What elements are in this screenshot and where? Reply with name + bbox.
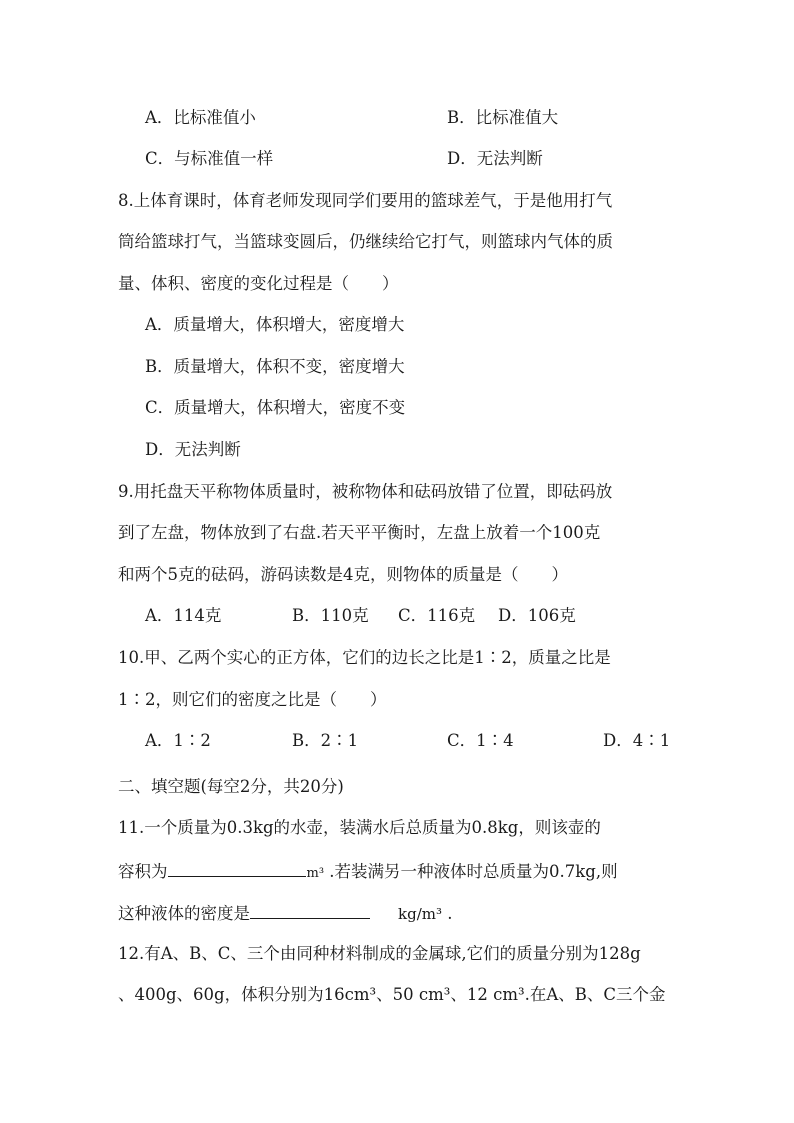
q10-option-c: C．1∶4	[447, 731, 514, 750]
q9-stem-line-1: 9.用托盘天平称物体质量时，被称物体和砝码放错了位置，即砝码放	[118, 482, 613, 501]
q11-line-3-suffix: .	[441, 904, 453, 923]
q8-stem-line-2: 筒给篮球打气，当篮球变圆后，仍继续给它打气，则篮球内气体的质	[118, 232, 613, 251]
q8-option-c: C．质量增大，体积增大，密度不变	[145, 398, 406, 417]
q9-option-b: B．110克	[292, 606, 369, 625]
q7-option-b: B．比标准值大	[447, 108, 559, 127]
q9-option-c: C．116克	[398, 606, 476, 625]
q10-option-b: B．2∶1	[292, 731, 359, 750]
q11-line-2-prefix: 容积为	[118, 862, 168, 881]
q10-option-d: D．4∶1	[603, 731, 671, 750]
q8-option-a: A．质量增大，体积增大，密度增大	[145, 315, 405, 334]
q12-stem-line-2: 、400g、60g，体积分别为16cm³、50 cm³、12 cm³.在A、B、C三个金	[118, 985, 666, 1004]
q11-line-3-prefix: 这种液体的密度是	[118, 904, 250, 923]
q7-option-c: C．与标准值一样	[145, 149, 274, 168]
q11-volume-unit: m³	[306, 866, 325, 881]
q8-option-b: B．质量增大，体积不变，密度增大	[145, 357, 405, 376]
q8-stem-line-1: 8.上体育课时，体育老师发现同学们要用的篮球差气，于是他用打气	[118, 191, 613, 210]
q10-stem-line-1: 10.甲、乙两个实心的正方体，它们的边长之比是1∶2，质量之比是	[118, 648, 611, 667]
q7-option-d: D．无法判断	[447, 149, 543, 168]
q9-option-a: A．114克	[145, 606, 222, 625]
q11-density-unit: kg/m³	[398, 905, 442, 923]
q12-stem-line-1: 12.有A、B、C、三个由同种材料制成的金属球,它们的质量分别为128g	[118, 944, 641, 963]
section-2-heading: 二、填空题(每空2分，共20分)	[118, 777, 344, 796]
q11-line-3	[118, 902, 452, 924]
q7-option-a: A．比标准值小	[145, 108, 256, 127]
q11-line-1: 11.一个质量为0.3kg的水壶，装满水后总质量为0.8kg，则该壶的	[118, 818, 601, 837]
q9-option-d: D．106克	[498, 606, 576, 625]
q10-stem-line-2: 1∶2，则它们的密度之比是（ ）	[118, 690, 387, 709]
q9-stem-line-3: 和两个5克的砝码，游码读数是4克，则物体的质量是（ ）	[118, 565, 568, 584]
q8-option-d: D．无法判断	[145, 440, 241, 459]
q9-stem-line-2: 到了左盘，物体放到了右盘.若天平平衡时，左盘上放着一个100克	[118, 523, 601, 542]
q10-option-a: A．1∶2	[145, 731, 211, 750]
q11-line-2-suffix: .若装满另一种液体时总质量为0.7kg,则	[324, 862, 618, 881]
q11-line-2	[118, 860, 618, 884]
answer-blank-density[interactable]	[250, 902, 370, 919]
q8-stem-line-3: 量、体积、密度的变化过程是（ ）	[118, 274, 399, 293]
answer-blank-volume[interactable]	[168, 860, 306, 877]
